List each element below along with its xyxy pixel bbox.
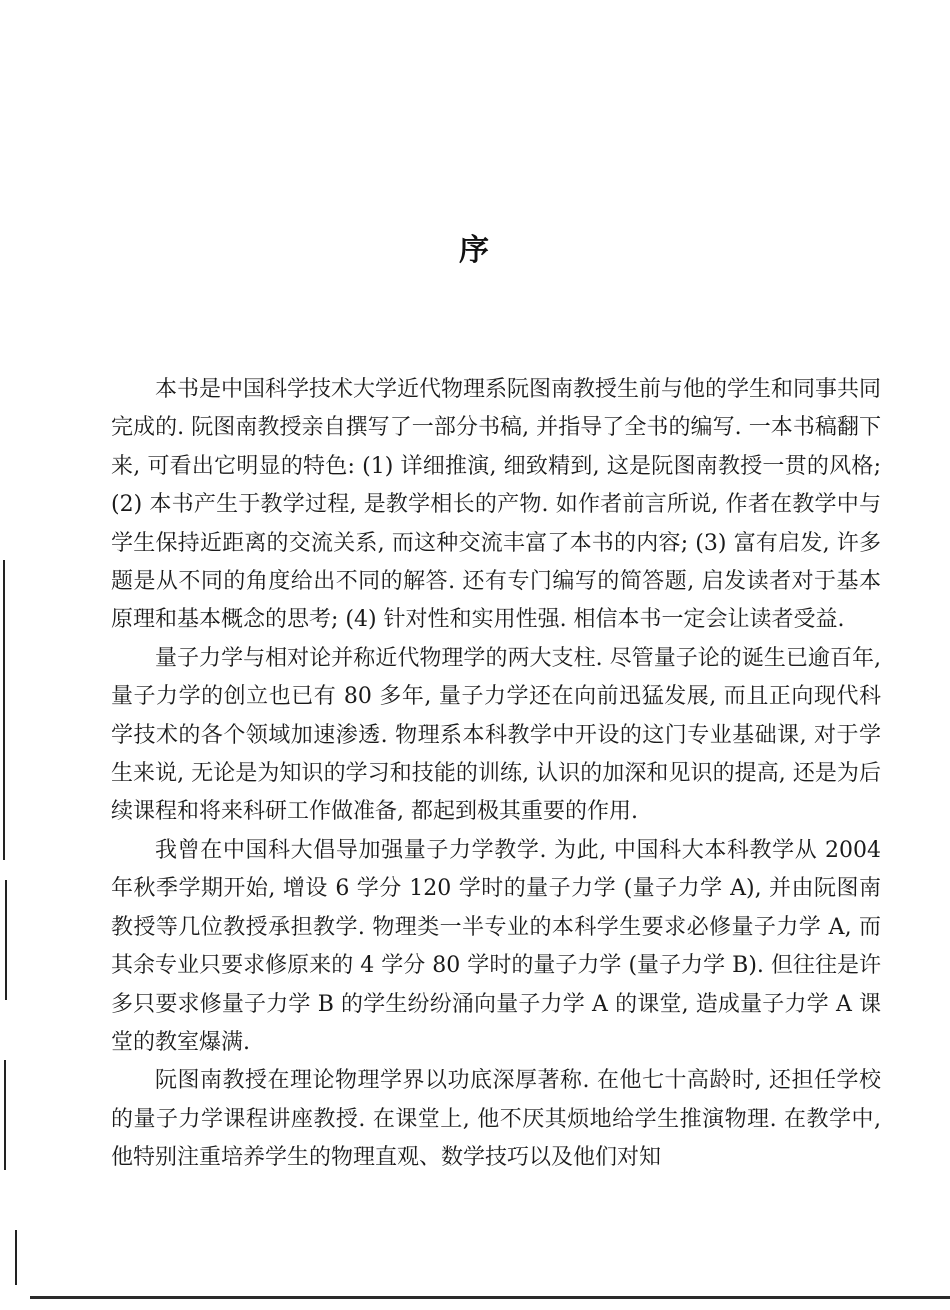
paragraph-3: 我曾在中国科大倡导加强量子力学教学. 为此, 中国科大本科教学从 2004 年秋季学期开始, 增设 6 学分 120 学时的量子力学 (量子力学 A), 并由阮图南教授等几位教授承担教学. 物理类一半专业的本科学生要求必修量子力学 A, 而其余专业只要求修原来的 4 学分 80 学时的量子力学 (量子力学 B). 但往往是许多只要求修量子力学 B 的学生纷纷涌向量子力学 A 的课堂, 造成量子力学 A 课堂的教室爆满. — [111, 837, 881, 1055]
preface-body — [111, 371, 881, 1178]
binding-edge-mark — [5, 880, 7, 1000]
paragraph-4: 阮图南教授在理论物理学界以功底深厚著称. 在他七十高龄时, 还担任学校的量子力学课程讲座教授. 在课堂上, 他不厌其烦地给学生推演物理. 在教学中, 他特别注重培养学生的物理直观、数学技巧以及他们对知 — [111, 1068, 881, 1171]
page-title: 序 — [459, 233, 491, 269]
paragraph-2: 量子力学与相对论并称近代物理学的两大支柱. 尽管量子论的诞生已逾百年, 量子力学的创立也已有 80 多年, 量子力学还在向前迅猛发展, 而且正向现代科学技术的各个领域加速渗透. 物理系本科教学中开设的这门专业基础课, 对于学生来说, 无论是为知识的学习和技能的训练, 认识的加深和见识的提高, 还是为后续课程和将来科研工作做准备, 都起到极其重要的作用. — [111, 645, 881, 825]
binding-edge-mark — [4, 1060, 6, 1170]
paragraph-1: 本书是中国科学技术大学近代物理系阮图南教授生前与他的学生和同事共同完成的. 阮图南教授亲自撰写了一部分书稿, 并指导了全书的编写. 一本书稿翻下来, 可看出它明显的特色: (1) 详细推演, 细致精到, 这是阮图南教授一贯的风格; (2) 本书产生于教学过程, 是教学相长的产物. 如作者前言所说, 作者在教学中与学生保持近距离的交流关系, 而这种交流丰富了本书的内容; (3) 富有启发, 许多题是从不同的角度给出不同的解答. 还有专门编写的简答题, 启发读者对于基本原理和基本概念的思考; (4) 针对性和实用性强. 相信本书一定会让读者受益. — [111, 377, 882, 633]
binding-edge-mark — [3, 560, 5, 860]
binding-edge-mark — [15, 1230, 17, 1285]
scan-bottom-rule — [30, 1296, 950, 1299]
